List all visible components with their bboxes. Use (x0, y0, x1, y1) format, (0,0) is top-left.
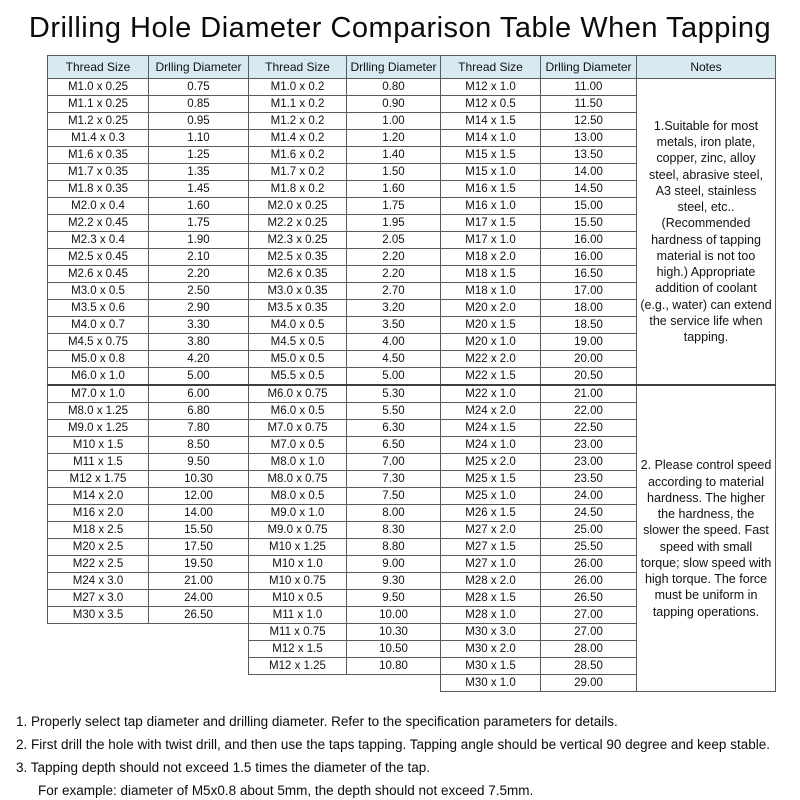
drilling-diameter-cell: 1.60 (149, 198, 249, 215)
footer-note-1: 1. Properly select tap diameter and drilling diameter. Refer to the specification parameters for details. (16, 714, 618, 729)
drilling-diameter-cell: 1.50 (347, 164, 441, 181)
thread-size-cell: M5.0 x 0.8 (48, 351, 149, 368)
drilling-diameter-cell: 24.00 (149, 590, 249, 607)
thread-size-cell: M9.0 x 0.75 (249, 522, 347, 539)
thread-size-cell: M24 x 1.0 (441, 437, 541, 454)
drilling-diameter-cell: 22.00 (541, 403, 637, 420)
drilling-diameter-cell: 8.00 (347, 505, 441, 522)
thread-size-cell: M2.3 x 0.25 (249, 232, 347, 249)
table-row (48, 385, 776, 403)
table-header-row (48, 56, 776, 79)
thread-size-cell: M2.0 x 0.4 (48, 198, 149, 215)
thread-size-cell: M2.6 x 0.35 (249, 266, 347, 283)
drilling-diameter-cell: 11.00 (541, 79, 637, 96)
thread-size-cell: M3.5 x 0.6 (48, 300, 149, 317)
thread-size-cell: M4.5 x 0.5 (249, 334, 347, 351)
drilling-diameter-cell: 19.00 (541, 334, 637, 351)
drilling-diameter-cell: 2.20 (347, 249, 441, 266)
thread-size-cell: M9.0 x 1.0 (249, 505, 347, 522)
drilling-diameter-cell: 5.00 (149, 368, 249, 386)
thread-size-cell: M30 x 1.5 (441, 658, 541, 675)
thread-size-cell: M30 x 1.0 (441, 675, 541, 692)
thread-size-cell: M6.0 x 0.5 (249, 403, 347, 420)
drilling-diameter-cell: 25.50 (541, 539, 637, 556)
thread-size-cell: M14 x 1.0 (441, 130, 541, 147)
thread-size-cell: M1.7 x 0.35 (48, 164, 149, 181)
drilling-diameter-cell: 1.00 (347, 113, 441, 130)
empty-cell (347, 675, 441, 692)
thread-size-cell: M1.1 x 0.2 (249, 96, 347, 113)
drilling-diameter-cell: 1.25 (149, 147, 249, 164)
drilling-diameter-cell: 16.00 (541, 232, 637, 249)
thread-size-cell: M25 x 1.5 (441, 471, 541, 488)
drilling-diameter-cell: 9.00 (347, 556, 441, 573)
thread-size-cell: M17 x 1.5 (441, 215, 541, 232)
drilling-diameter-cell: 17.50 (149, 539, 249, 556)
drilling-diameter-cell: 8.80 (347, 539, 441, 556)
thread-size-cell: M17 x 1.0 (441, 232, 541, 249)
drilling-diameter-cell: 8.50 (149, 437, 249, 454)
thread-size-cell: M7.0 x 0.75 (249, 420, 347, 437)
thread-size-cell: M2.2 x 0.25 (249, 215, 347, 232)
drilling-diameter-cell: 2.20 (347, 266, 441, 283)
thread-size-cell: M8.0 x 0.75 (249, 471, 347, 488)
thread-size-cell: M18 x 2.5 (48, 522, 149, 539)
thread-size-cell: M22 x 2.0 (441, 351, 541, 368)
thread-size-cell: M15 x 1.0 (441, 164, 541, 181)
notes-cell-2: 2. Please control speed according to material hardness. The higher the hardness, the slower the speed. Fast speed with small torque; slow speed with high torque. The force must be uniform in tapping operations. (637, 385, 776, 692)
thread-size-cell: M10 x 0.75 (249, 573, 347, 590)
drilling-diameter-cell: 14.00 (149, 505, 249, 522)
empty-cell (149, 675, 249, 692)
drilling-diameter-cell: 2.90 (149, 300, 249, 317)
thread-size-cell: M27 x 1.5 (441, 539, 541, 556)
drilling-diameter-cell: 7.00 (347, 454, 441, 471)
thread-size-cell: M12 x 0.5 (441, 96, 541, 113)
drilling-diameter-cell: 2.70 (347, 283, 441, 300)
drilling-diameter-cell: 12.00 (149, 488, 249, 505)
drilling-diameter-cell: 1.10 (149, 130, 249, 147)
thread-size-cell: M2.6 x 0.45 (48, 266, 149, 283)
thread-size-cell: M28 x 1.0 (441, 607, 541, 624)
footer-note-3: 3. Tapping depth should not exceed 1.5 times the diameter of the tap. (16, 760, 431, 775)
thread-size-cell: M1.4 x 0.3 (48, 130, 149, 147)
drilling-diameter-cell: 14.50 (541, 181, 637, 198)
drilling-diameter-cell: 26.00 (541, 573, 637, 590)
drilling-diameter-cell: 28.00 (541, 641, 637, 658)
drilling-diameter-cell: 1.40 (347, 147, 441, 164)
drilling-diameter-cell: 2.20 (149, 266, 249, 283)
drilling-diameter-cell: 9.30 (347, 573, 441, 590)
thread-size-cell: M20 x 1.0 (441, 334, 541, 351)
thread-size-cell: M1.0 x 0.25 (48, 79, 149, 96)
drilling-diameter-cell: 14.00 (541, 164, 637, 181)
drilling-diameter-cell: 1.20 (347, 130, 441, 147)
drilling-diameter-cell: 6.50 (347, 437, 441, 454)
drilling-diameter-cell: 1.95 (347, 215, 441, 232)
thread-size-cell: M27 x 1.0 (441, 556, 541, 573)
drilling-diameter-cell: 5.50 (347, 403, 441, 420)
thread-size-cell: M6.0 x 0.75 (249, 385, 347, 403)
column-header-thread-size-2: Thread Size (249, 56, 347, 79)
drilling-diameter-cell: 0.85 (149, 96, 249, 113)
thread-size-cell: M15 x 1.5 (441, 147, 541, 164)
drilling-diameter-cell: 26.00 (541, 556, 637, 573)
thread-size-cell: M10 x 1.25 (249, 539, 347, 556)
thread-size-cell: M3.0 x 0.35 (249, 283, 347, 300)
table-body (48, 79, 776, 692)
empty-cell (48, 658, 149, 675)
thread-size-cell: M1.8 x 0.2 (249, 181, 347, 198)
footer-notes (16, 710, 800, 800)
thread-size-cell: M12 x 1.75 (48, 471, 149, 488)
empty-cell (48, 675, 149, 692)
thread-size-cell: M22 x 2.5 (48, 556, 149, 573)
thread-size-cell: M2.5 x 0.35 (249, 249, 347, 266)
drilling-diameter-cell: 12.50 (541, 113, 637, 130)
drilling-diameter-cell: 21.00 (541, 385, 637, 403)
drilling-diameter-cell: 26.50 (149, 607, 249, 624)
drilling-diameter-cell: 17.00 (541, 283, 637, 300)
drilling-diameter-cell: 15.00 (541, 198, 637, 215)
thread-size-cell: M8.0 x 1.0 (249, 454, 347, 471)
thread-size-cell: M1.4 x 0.2 (249, 130, 347, 147)
thread-size-cell: M16 x 1.0 (441, 198, 541, 215)
drilling-diameter-cell: 5.00 (347, 368, 441, 386)
drilling-diameter-cell: 6.80 (149, 403, 249, 420)
drilling-diameter-cell: 2.10 (149, 249, 249, 266)
empty-cell (149, 658, 249, 675)
drilling-diameter-cell: 26.50 (541, 590, 637, 607)
column-header-thread-size-3: Thread Size (441, 56, 541, 79)
drilling-diameter-cell: 22.50 (541, 420, 637, 437)
thread-size-cell: M25 x 1.0 (441, 488, 541, 505)
drilling-diameter-cell: 18.50 (541, 317, 637, 334)
drilling-diameter-cell: 4.50 (347, 351, 441, 368)
drilling-diameter-cell: 3.80 (149, 334, 249, 351)
drilling-diameter-cell: 3.30 (149, 317, 249, 334)
drilling-diameter-cell: 24.00 (541, 488, 637, 505)
thread-size-cell: M30 x 2.0 (441, 641, 541, 658)
empty-cell (48, 624, 149, 641)
thread-size-cell: M7.0 x 0.5 (249, 437, 347, 454)
drilling-diameter-cell: 16.50 (541, 266, 637, 283)
thread-size-cell: M30 x 3.5 (48, 607, 149, 624)
drilling-diameter-cell: 4.00 (347, 334, 441, 351)
drilling-diameter-cell: 16.00 (541, 249, 637, 266)
drilling-diameter-cell: 13.50 (541, 147, 637, 164)
thread-size-cell: M8.0 x 1.25 (48, 403, 149, 420)
thread-size-cell: M28 x 1.5 (441, 590, 541, 607)
drilling-diameter-cell: 9.50 (347, 590, 441, 607)
drilling-diameter-cell: 27.00 (541, 607, 637, 624)
thread-size-cell: M2.5 x 0.45 (48, 249, 149, 266)
footer-note-2: 2. First drill the hole with twist drill, and then use the taps tapping. Tapping angle should be vertical 90 degree and keep stable. (16, 737, 770, 752)
thread-size-cell: M4.5 x 0.75 (48, 334, 149, 351)
thread-size-cell: M18 x 2.0 (441, 249, 541, 266)
thread-size-cell: M14 x 1.5 (441, 113, 541, 130)
thread-size-cell: M1.2 x 0.25 (48, 113, 149, 130)
drilling-diameter-cell: 23.00 (541, 437, 637, 454)
thread-size-cell: M2.0 x 0.25 (249, 198, 347, 215)
tapping-table (47, 55, 776, 692)
drilling-diameter-cell: 28.50 (541, 658, 637, 675)
thread-size-cell: M2.3 x 0.4 (48, 232, 149, 249)
thread-size-cell: M11 x 0.75 (249, 624, 347, 641)
thread-size-cell: M12 x 1.25 (249, 658, 347, 675)
thread-size-cell: M22 x 1.5 (441, 368, 541, 386)
drilling-diameter-cell: 7.80 (149, 420, 249, 437)
drilling-diameter-cell: 0.90 (347, 96, 441, 113)
thread-size-cell: M3.0 x 0.5 (48, 283, 149, 300)
drilling-diameter-cell: 23.00 (541, 454, 637, 471)
thread-size-cell: M10 x 0.5 (249, 590, 347, 607)
thread-size-cell: M30 x 3.0 (441, 624, 541, 641)
drilling-diameter-cell: 3.50 (347, 317, 441, 334)
drilling-diameter-cell: 23.50 (541, 471, 637, 488)
thread-size-cell: M20 x 2.0 (441, 300, 541, 317)
drilling-diameter-cell: 2.50 (149, 283, 249, 300)
thread-size-cell: M14 x 2.0 (48, 488, 149, 505)
drilling-diameter-cell: 1.45 (149, 181, 249, 198)
drilling-diameter-cell: 6.00 (149, 385, 249, 403)
empty-cell (149, 624, 249, 641)
drilling-diameter-cell: 20.00 (541, 351, 637, 368)
empty-cell (149, 641, 249, 658)
column-header-notes: Notes (637, 56, 776, 79)
drilling-diameter-cell: 11.50 (541, 96, 637, 113)
thread-size-cell: M24 x 2.0 (441, 403, 541, 420)
drilling-diameter-cell: 13.00 (541, 130, 637, 147)
thread-size-cell: M24 x 3.0 (48, 573, 149, 590)
thread-size-cell: M11 x 1.0 (249, 607, 347, 624)
drilling-diameter-cell: 29.00 (541, 675, 637, 692)
drilling-diameter-cell: 10.00 (347, 607, 441, 624)
drilling-diameter-cell: 5.30 (347, 385, 441, 403)
page-title: Drilling Hole Diameter Comparison Table When Tapping (28, 12, 772, 44)
empty-cell (249, 675, 347, 692)
drilling-diameter-cell: 4.20 (149, 351, 249, 368)
thread-size-cell: M9.0 x 1.25 (48, 420, 149, 437)
thread-size-cell: M18 x 1.0 (441, 283, 541, 300)
drilling-diameter-cell: 1.35 (149, 164, 249, 181)
column-header-drilling-diameter-1: Drlling Diameter (149, 56, 249, 79)
thread-size-cell: M3.5 x 0.35 (249, 300, 347, 317)
drilling-diameter-cell: 19.50 (149, 556, 249, 573)
drilling-diameter-cell: 10.30 (347, 624, 441, 641)
thread-size-cell: M4.0 x 0.5 (249, 317, 347, 334)
column-header-drilling-diameter-3: Drlling Diameter (541, 56, 637, 79)
drilling-diameter-cell: 8.30 (347, 522, 441, 539)
table-row (48, 79, 776, 96)
footer-note-3-example: For example: diameter of M5x0.8 about 5mm, the depth should not exceed 7.5mm. (38, 783, 534, 798)
drilling-diameter-cell: 27.00 (541, 624, 637, 641)
thread-size-cell: M8.0 x 0.5 (249, 488, 347, 505)
thread-size-cell: M27 x 3.0 (48, 590, 149, 607)
drilling-diameter-cell: 0.80 (347, 79, 441, 96)
thread-size-cell: M27 x 2.0 (441, 522, 541, 539)
thread-size-cell: M1.2 x 0.2 (249, 113, 347, 130)
drilling-diameter-cell: 1.90 (149, 232, 249, 249)
thread-size-cell: M16 x 2.0 (48, 505, 149, 522)
thread-size-cell: M7.0 x 1.0 (48, 385, 149, 403)
thread-size-cell: M1.0 x 0.2 (249, 79, 347, 96)
thread-size-cell: M1.8 x 0.35 (48, 181, 149, 198)
thread-size-cell: M24 x 1.5 (441, 420, 541, 437)
column-header-thread-size-1: Thread Size (48, 56, 149, 79)
drilling-diameter-cell: 18.00 (541, 300, 637, 317)
thread-size-cell: M28 x 2.0 (441, 573, 541, 590)
drilling-diameter-cell: 10.80 (347, 658, 441, 675)
drilling-diameter-cell: 25.00 (541, 522, 637, 539)
thread-size-cell: M20 x 2.5 (48, 539, 149, 556)
thread-size-cell: M6.0 x 1.0 (48, 368, 149, 386)
thread-size-cell: M11 x 1.5 (48, 454, 149, 471)
drilling-diameter-cell: 21.00 (149, 573, 249, 590)
thread-size-cell: M10 x 1.0 (249, 556, 347, 573)
empty-cell (48, 641, 149, 658)
drilling-diameter-cell: 0.95 (149, 113, 249, 130)
thread-size-cell: M1.1 x 0.25 (48, 96, 149, 113)
thread-size-cell: M2.2 x 0.45 (48, 215, 149, 232)
drilling-diameter-cell: 10.30 (149, 471, 249, 488)
thread-size-cell: M12 x 1.5 (249, 641, 347, 658)
drilling-diameter-cell: 10.50 (347, 641, 441, 658)
drilling-diameter-cell: 9.50 (149, 454, 249, 471)
drilling-diameter-cell: 1.75 (149, 215, 249, 232)
thread-size-cell: M12 x 1.0 (441, 79, 541, 96)
drilling-diameter-cell: 7.30 (347, 471, 441, 488)
drilling-diameter-cell: 15.50 (541, 215, 637, 232)
drilling-diameter-cell: 2.05 (347, 232, 441, 249)
thread-size-cell: M1.6 x 0.2 (249, 147, 347, 164)
drilling-diameter-cell: 20.50 (541, 368, 637, 386)
thread-size-cell: M22 x 1.0 (441, 385, 541, 403)
thread-size-cell: M4.0 x 0.7 (48, 317, 149, 334)
drilling-diameter-cell: 15.50 (149, 522, 249, 539)
drilling-diameter-cell: 0.75 (149, 79, 249, 96)
notes-cell-1: 1.Suitable for most metals, iron plate, copper, zinc, alloy steel, abrasive steel, A3 steel, stainless steel, etc..(Recommended hardness of tapping material is not too high.) Appropriate addition of coolant (e.g., water) can extend the service life when tapping. (637, 79, 776, 386)
thread-size-cell: M25 x 2.0 (441, 454, 541, 471)
thread-size-cell: M20 x 1.5 (441, 317, 541, 334)
thread-size-cell: M1.6 x 0.35 (48, 147, 149, 164)
column-header-drilling-diameter-2: Drlling Diameter (347, 56, 441, 79)
drilling-diameter-cell: 3.20 (347, 300, 441, 317)
thread-size-cell: M1.7 x 0.2 (249, 164, 347, 181)
thread-size-cell: M5.5 x 0.5 (249, 368, 347, 386)
thread-size-cell: M10 x 1.5 (48, 437, 149, 454)
thread-size-cell: M26 x 1.5 (441, 505, 541, 522)
drilling-diameter-cell: 6.30 (347, 420, 441, 437)
thread-size-cell: M18 x 1.5 (441, 266, 541, 283)
drilling-diameter-cell: 7.50 (347, 488, 441, 505)
thread-size-cell: M5.0 x 0.5 (249, 351, 347, 368)
drilling-diameter-cell: 24.50 (541, 505, 637, 522)
drilling-diameter-cell: 1.60 (347, 181, 441, 198)
drilling-diameter-cell: 1.75 (347, 198, 441, 215)
thread-size-cell: M16 x 1.5 (441, 181, 541, 198)
